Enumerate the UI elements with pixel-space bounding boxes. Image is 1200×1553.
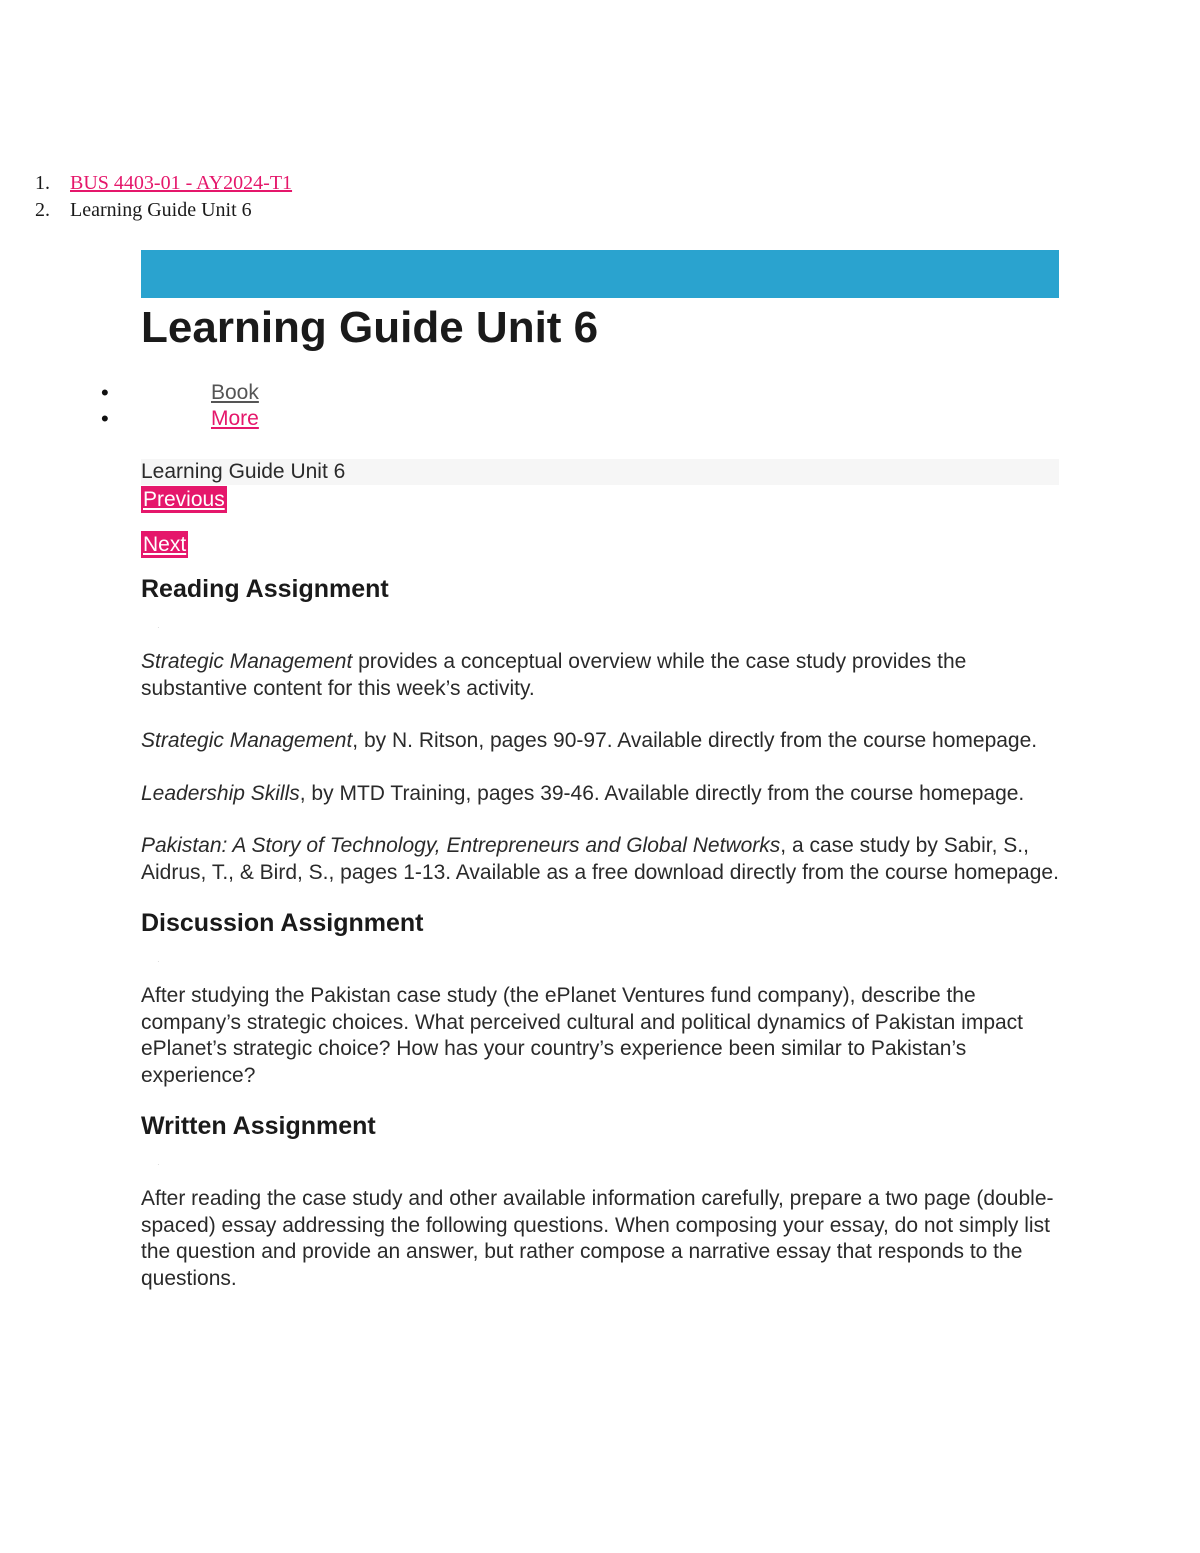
- breadcrumb-number: 1.: [35, 172, 50, 194]
- book-title: Learning Guide Unit 6: [141, 459, 1059, 485]
- section-divider: ·: [157, 957, 160, 966]
- book-link[interactable]: Book: [211, 381, 259, 404]
- bullet-icon: •: [101, 380, 109, 405]
- reading-paragraph-2: Strategic Management, by N. Ritson, pages 90-97. Available directly from the course homepage.: [141, 729, 1038, 752]
- breadcrumb-link-course[interactable]: BUS 4403-01 - AY2024-T1: [70, 172, 293, 194]
- section-divider: ·: [157, 623, 160, 632]
- previous-button[interactable]: Previous: [143, 488, 225, 511]
- discussion-text: After studying the Pakistan case study (the ePlanet Ventures fund company), describe the company’s strategic choices. What perceived cultural and political dynamics of Pakistan impact ePlanet’s strategic choice? How has your country’s experience been similar to Pakistan’s experience?: [141, 984, 1024, 1087]
- header-banner: [141, 250, 1059, 298]
- book-title-italic: Pakistan: A Story of Technology, Entrepreneurs and Global Networks: [141, 834, 781, 857]
- bullet-icon: •: [101, 406, 109, 431]
- breadcrumb-number: 2.: [35, 199, 50, 221]
- reading-heading: Reading Assignment: [141, 575, 389, 603]
- book-title-italic: Leadership Skills: [141, 781, 300, 805]
- next-button[interactable]: Next: [143, 533, 187, 556]
- action-menu: [101, 380, 259, 432]
- main-content: [141, 572, 1059, 1292]
- breadcrumb: [35, 170, 292, 224]
- action-item-more: [101, 406, 259, 432]
- breadcrumb-item-current: [35, 197, 292, 224]
- page-title: Learning Guide Unit 6: [141, 303, 599, 352]
- more-link[interactable]: More: [211, 407, 259, 430]
- discussion-heading: Discussion Assignment: [141, 909, 424, 937]
- written-text: After reading the case study and other available information carefully, prepare a two page (double-spaced) essay addressing the following questions. When composing your essay, do not simply list the question and provide an answer, but rather compose a narrative essay that responds to the questions.: [141, 1187, 1054, 1290]
- book-title-italic: Strategic Management: [141, 729, 353, 752]
- breadcrumb-item-course: [35, 170, 292, 197]
- breadcrumb-current-label: Learning Guide Unit 6: [70, 199, 252, 221]
- book-title-italic: Strategic Management: [141, 650, 353, 673]
- written-heading: Written Assignment: [141, 1112, 376, 1140]
- action-item-book: [101, 380, 259, 406]
- reading-paragraph-3: Leadership Skills, by MTD Training, pages 39-46. Available directly from the course homepage.: [141, 781, 1025, 805]
- reading-paragraph-4: Pakistan: A Story of Technology, Entrepreneurs and Global Networks, a case study by Sabir, S., Aidrus, T., & Bird, S., pages 1-13. Available as a free download directly from the course homepage.: [141, 834, 1059, 884]
- reading-paragraph-1: Strategic Management provides a conceptual overview while the case study provides the substantive content for this week’s activity.: [141, 650, 967, 700]
- section-divider: ·: [157, 1160, 160, 1169]
